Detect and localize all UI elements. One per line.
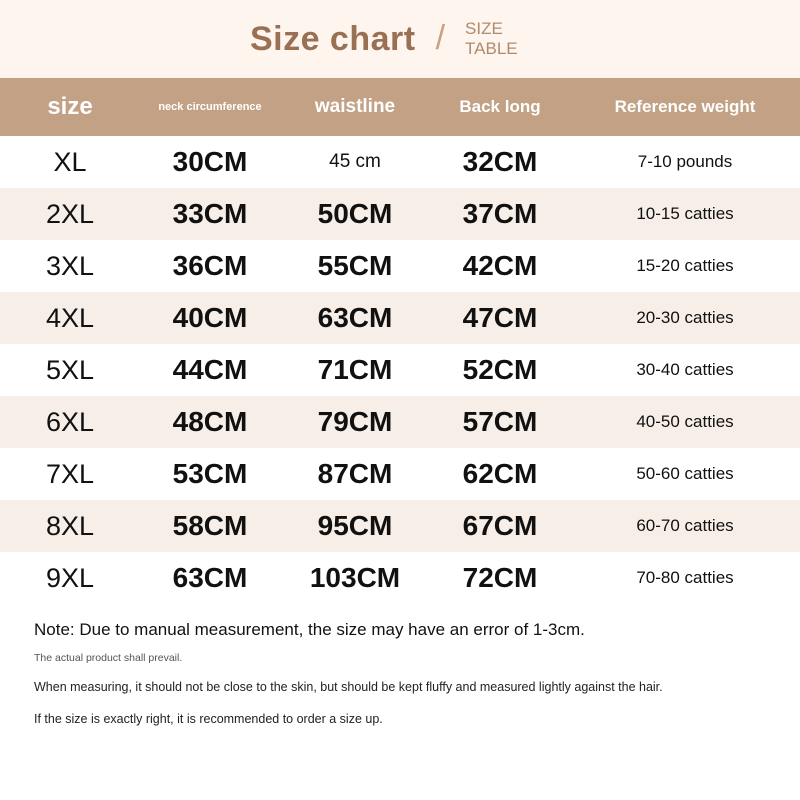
- cell-reference-weight: 15-20 catties: [636, 256, 734, 275]
- table-row: [0, 136, 800, 188]
- table-row: [0, 396, 800, 448]
- cell-size: 5XL: [45, 354, 95, 385]
- column-header-back-long: Back long: [430, 78, 570, 136]
- cell-waist: 79CM: [317, 406, 393, 437]
- size-table: [0, 78, 800, 604]
- cell-neck: 63CM: [172, 562, 248, 593]
- cell-back: 37CM: [462, 198, 538, 229]
- cell-back: 32CM: [462, 146, 538, 177]
- note-measurement-error: Note: Due to manual measurement, the size may have an error of 1-3cm.: [34, 620, 585, 639]
- cell-waist: 103CM: [309, 562, 401, 593]
- header-subtitle: SIZE TABLE: [465, 19, 518, 58]
- cell-waist: 50CM: [317, 198, 393, 229]
- cell-waist: 45 cm: [329, 151, 381, 172]
- cell-size: 9XL: [45, 562, 95, 593]
- cell-neck: 44CM: [172, 354, 248, 385]
- cell-waist: 55CM: [317, 250, 393, 281]
- cell-waist: 63CM: [317, 302, 393, 333]
- cell-size: 4XL: [45, 302, 95, 333]
- cell-size: 3XL: [45, 250, 95, 281]
- cell-back: 67CM: [462, 510, 538, 541]
- table-header-row: [0, 78, 800, 136]
- cell-waist: 87CM: [317, 458, 393, 489]
- cell-reference-weight: 20-30 catties: [636, 308, 734, 327]
- note-actual-product: The actual product shall prevail.: [34, 652, 183, 664]
- cell-size: 7XL: [45, 458, 95, 489]
- cell-waist: 71CM: [317, 354, 393, 385]
- table-row: [0, 188, 800, 240]
- cell-reference-weight: 70-80 catties: [636, 568, 734, 587]
- column-header-waistline: waistline: [280, 78, 430, 136]
- cell-neck: 53CM: [172, 458, 248, 489]
- table-row: [0, 552, 800, 604]
- cell-neck: 36CM: [172, 250, 248, 281]
- cell-reference-weight: 7-10 pounds: [637, 152, 733, 171]
- table-body: [0, 136, 800, 604]
- cell-size: 8XL: [45, 510, 95, 541]
- column-header-size: size: [0, 78, 140, 136]
- cell-neck: 33CM: [172, 198, 248, 229]
- page-title: Size chart: [249, 19, 416, 58]
- note-size-up: If the size is exactly right, it is recommended to order a size up.: [34, 712, 383, 726]
- cell-reference-weight: 40-50 catties: [636, 412, 734, 431]
- page-header: [0, 0, 800, 78]
- column-header-reference-weight: Reference weight: [570, 78, 800, 136]
- note-measuring-method: When measuring, it should not be close to the skin, but should be kept fluffy and measured lightly against the hair.: [34, 680, 663, 694]
- table-row: [0, 448, 800, 500]
- cell-waist: 95CM: [317, 510, 393, 541]
- cell-reference-weight: 10-15 catties: [636, 204, 734, 223]
- cell-back: 72CM: [462, 562, 538, 593]
- cell-reference-weight: 50-60 catties: [636, 464, 734, 483]
- table-row: [0, 500, 800, 552]
- cell-back: 52CM: [462, 354, 538, 385]
- header-divider-slash: /: [435, 18, 446, 57]
- cell-neck: 40CM: [172, 302, 248, 333]
- table-row: [0, 344, 800, 396]
- cell-neck: 30CM: [172, 146, 248, 177]
- cell-neck: 58CM: [172, 510, 248, 541]
- table-row: [0, 292, 800, 344]
- cell-back: 57CM: [462, 406, 538, 437]
- cell-size: 2XL: [45, 198, 95, 229]
- table-header: [0, 78, 800, 136]
- cell-reference-weight: 60-70 catties: [636, 516, 734, 535]
- cell-size: 6XL: [45, 406, 95, 437]
- cell-back: 47CM: [462, 302, 538, 333]
- notes-section: [0, 604, 800, 726]
- cell-back: 42CM: [462, 250, 538, 281]
- cell-reference-weight: 30-40 catties: [636, 360, 734, 379]
- column-header-neck-circumference: neck circumference: [140, 78, 280, 136]
- table-row: [0, 240, 800, 292]
- cell-neck: 48CM: [172, 406, 248, 437]
- cell-back: 62CM: [462, 458, 538, 489]
- cell-size: XL: [53, 146, 87, 177]
